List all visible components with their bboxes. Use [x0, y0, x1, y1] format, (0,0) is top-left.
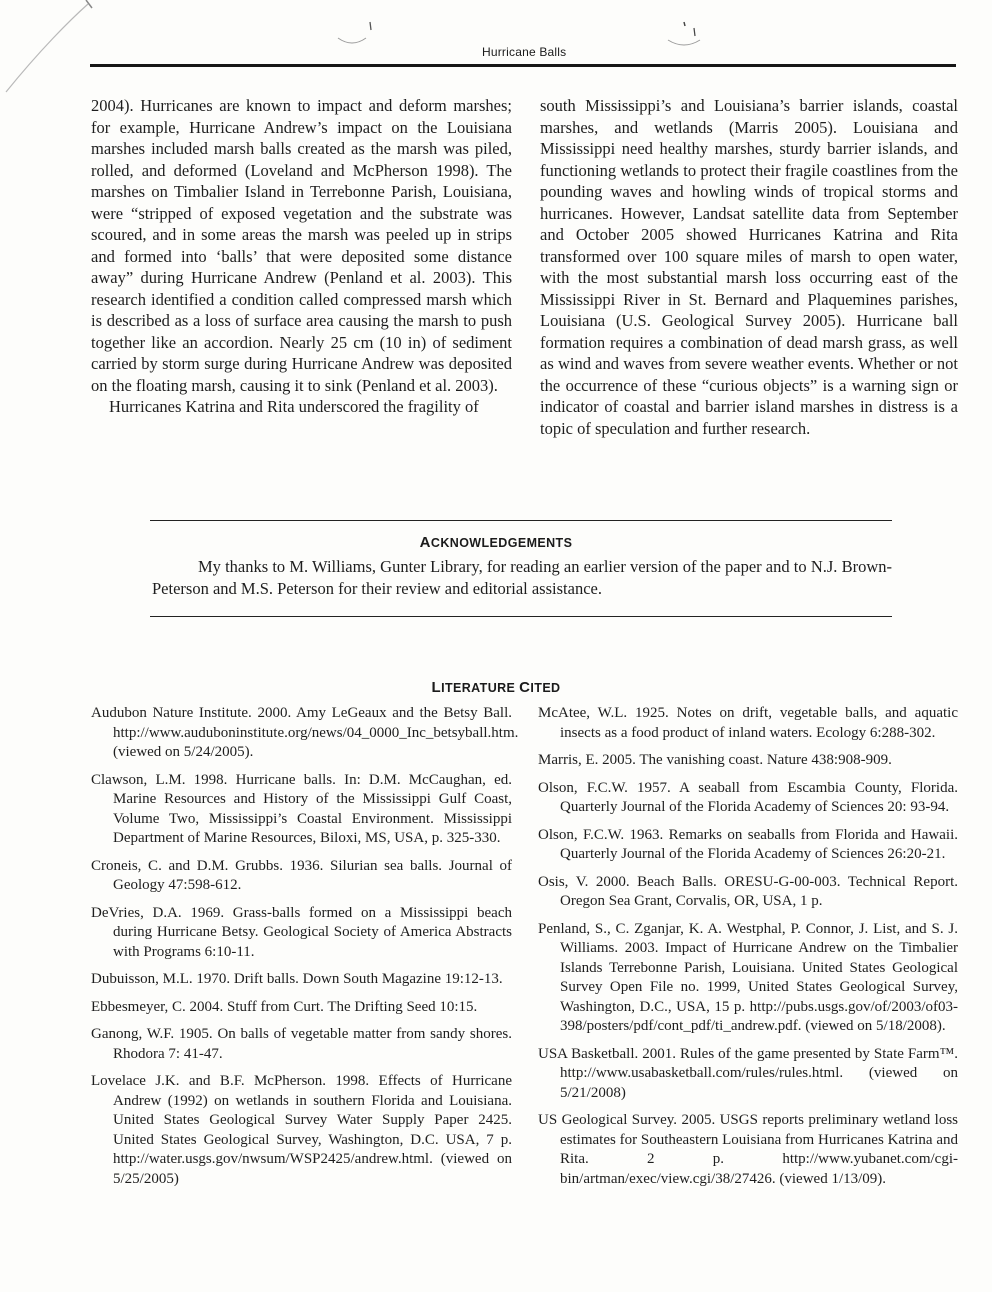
reference-entry: Ganong, W.F. 1905. On balls of vegetable matter from sandy shores. Rhodora 7: 41-47.	[91, 1026, 512, 1062]
reference-entry: Lovelace J.K. and B.F. McPherson. 1998. Effects of Hurricane Andrew (1992) on wetlands in southern Florida and Louisiana. United States Geological Survey Water Supply Paper 2425. United States Geological Survey, Washington, D.C. USA, 7 p. http://water.usgs.gov/nwsum/WSP2425/andrew.html. (viewed on 5/25/2005)	[91, 1073, 512, 1187]
reference-entry: Osis, V. 2000. Beach Balls. ORESU-G-00-003. Technical Report. Oregon Sea Grant, Corvalis, OR, USA, 1 p.	[538, 873, 958, 909]
reference-entry: DeVries, D.A. 1969. Grass-balls formed on a Mississippi beach during Hurricane Betsy. Geological Society of America Abstracts with Programs 6:10-11.	[91, 904, 512, 960]
acknowledgements-heading: ACKNOWLEDGEMENTS	[419, 534, 573, 551]
scan-hole-marks	[0, 0, 992, 80]
acknowledgements-bottom-rule	[150, 616, 892, 617]
reference-entry: Marris, E. 2005. The vanishing coast. Nature 438:908-909.	[538, 752, 892, 768]
reference-entry: USA Basketball. 2001. Rules of the game presented by State Farm™. http://www.usabasketball.com/rules/rules.html. (viewed on 5/21/2008)	[538, 1045, 958, 1101]
body-paragraph: south Mississippi’s and Louisiana’s barrier islands, coastal marshes, and wetlands (Marris 2005). Louisiana and Mississippi need healthy marshes, sturdy barrier islands, and functioning wetlands to protect their fragile coastlines from the pounding waves and howling winds of tropical storms and hurricanes. However, Landsat satellite data from September and October 2005 showed Hurricanes Katrina and Rita transformed over 100 square miles of marsh to open water, with the most substantial marsh loss occurring east of the Mississippi River in St. Bernard and Plaquemines parishes, Louisiana (U.S. Geological Survey 2005). Hurricane ball formation requires a combination of dead marsh grass, as well as wind and waves from severe weather events. Whether or not the occurrence of these “curious objects” is a warning sign or indicator of coastal and barrier island marshes in distress is a topic of speculation and further research.	[540, 96, 958, 438]
reference-entry: Penland, S., C. Zganjar, K. A. Westphal, P. Connor, J. List, and S. J. Williams. 2003. Impact of Hurricane Andrew on the Timbalier Islands Terrebonne Parish, Louisiana. United States Geological Survey Open File no. 1999, United States Geological Survey, Washington, D.C., USA, 15 p. http://pubs.usgs.gov/of/2003/of03-398/posters/pdf/cont_pdf/ti_andrew.pdf. (viewed on 5/18/2008).	[538, 920, 958, 1034]
reference-entry: Ebbesmeyer, C. 2004. Stuff from Curt. The Drifting Seed 10:15.	[91, 998, 478, 1015]
body-column-left	[91, 95, 512, 418]
references-column-left	[91, 704, 519, 1197]
reference-entry: Olson, F.C.W. 1963. Remarks on seaballs from Florida and Hawaii. Quarterly Journal of the Florida Academy of Sciences 26:20-21.	[538, 826, 958, 862]
body-paragraph: Hurricanes Katrina and Rita underscored the fragility of	[109, 397, 479, 416]
references-column-right	[538, 704, 958, 1197]
reference-entry: Clawson, L.M. 1998. Hurricane balls. In: D.M. McCaughan, ed. Marine Resources and History of the Mississippi Gulf Coast, Volume Two, Mississippi’s Coastal Environment. Mississippi Department of Marine Resources, Biloxi, MS, USA, p. 325-330.	[91, 771, 512, 846]
reference-entry: Dubuisson, M.L. 1970. Drift balls. Down South Magazine 19:12-13.	[91, 971, 503, 987]
body-paragraph: 2004). Hurricanes are known to impact and deform marshes; for example, Hurricane Andrew’s impact on the Louisiana marshes included marsh balls created as the marsh was piled, rolled, and deformed (Loveland and McPherson 1998). The marshes on Timbalier Island in Terrebonne Parish, Louisiana, were “stripped of exposed vegetation and the substrate was scoured, and in some areas the marsh was peeled up in strips and formed into ‘balls’ that were deposited some distance away” during Hurricane Andrew (Penland et al. 2003). This research identified a condition called compressed marsh which is described as a loss of surface area causing the marsh to push together like an accordion. Nearly 25 cm (10 in) of sediment carried by storm surge during Hurricane Andrew was deposited on the floating marsh, causing it to sink (Penland et al. 2003).	[91, 96, 512, 395]
reference-entry: Audubon Nature Institute. 2000. Amy LeGeaux and the Betsy Ball. http://www.auduboninstitute.org/news/04_0000_Inc_betsyball.htm. (viewed on 5/24/2005).	[91, 705, 519, 760]
reference-entry: US Geological Survey. 2005. USGS reports preliminary wetland loss estimates for Southeastern Louisiana from Hurricanes Katrina and Rita. 2 p. http://www.yubanet.com/cgi-bin/artman/exec/view.cgi/38/27426. (viewed 1/13/09).	[538, 1112, 958, 1187]
literature-cited-heading: LITERATURE CITED	[431, 679, 561, 696]
header-rule	[90, 64, 956, 67]
running-head: Hurricane Balls	[482, 45, 567, 59]
reference-entry: Croneis, C. and D.M. Grubbs. 1936. Silurian sea balls. Journal of Geology 47:598-612.	[91, 857, 512, 893]
acknowledgements-text: My thanks to M. Williams, Gunter Library, for reading an earlier version of the paper and to N.J. Brown-Peterson and M.S. Peterson for their review and editorial assistance.	[152, 557, 892, 598]
reference-entry: McAtee, W.L. 1925. Notes on drift, vegetable balls, and aquatic insects as a food product of inland waters. Ecology 6:288-302.	[538, 705, 958, 741]
reference-entry: Olson, F.C.W. 1957. A seaball from Escambia County, Florida. Quarterly Journal of the Florida Academy of Sciences 20: 93-94.	[538, 779, 958, 815]
body-column-right	[540, 95, 958, 439]
acknowledgements-top-rule	[150, 520, 892, 521]
